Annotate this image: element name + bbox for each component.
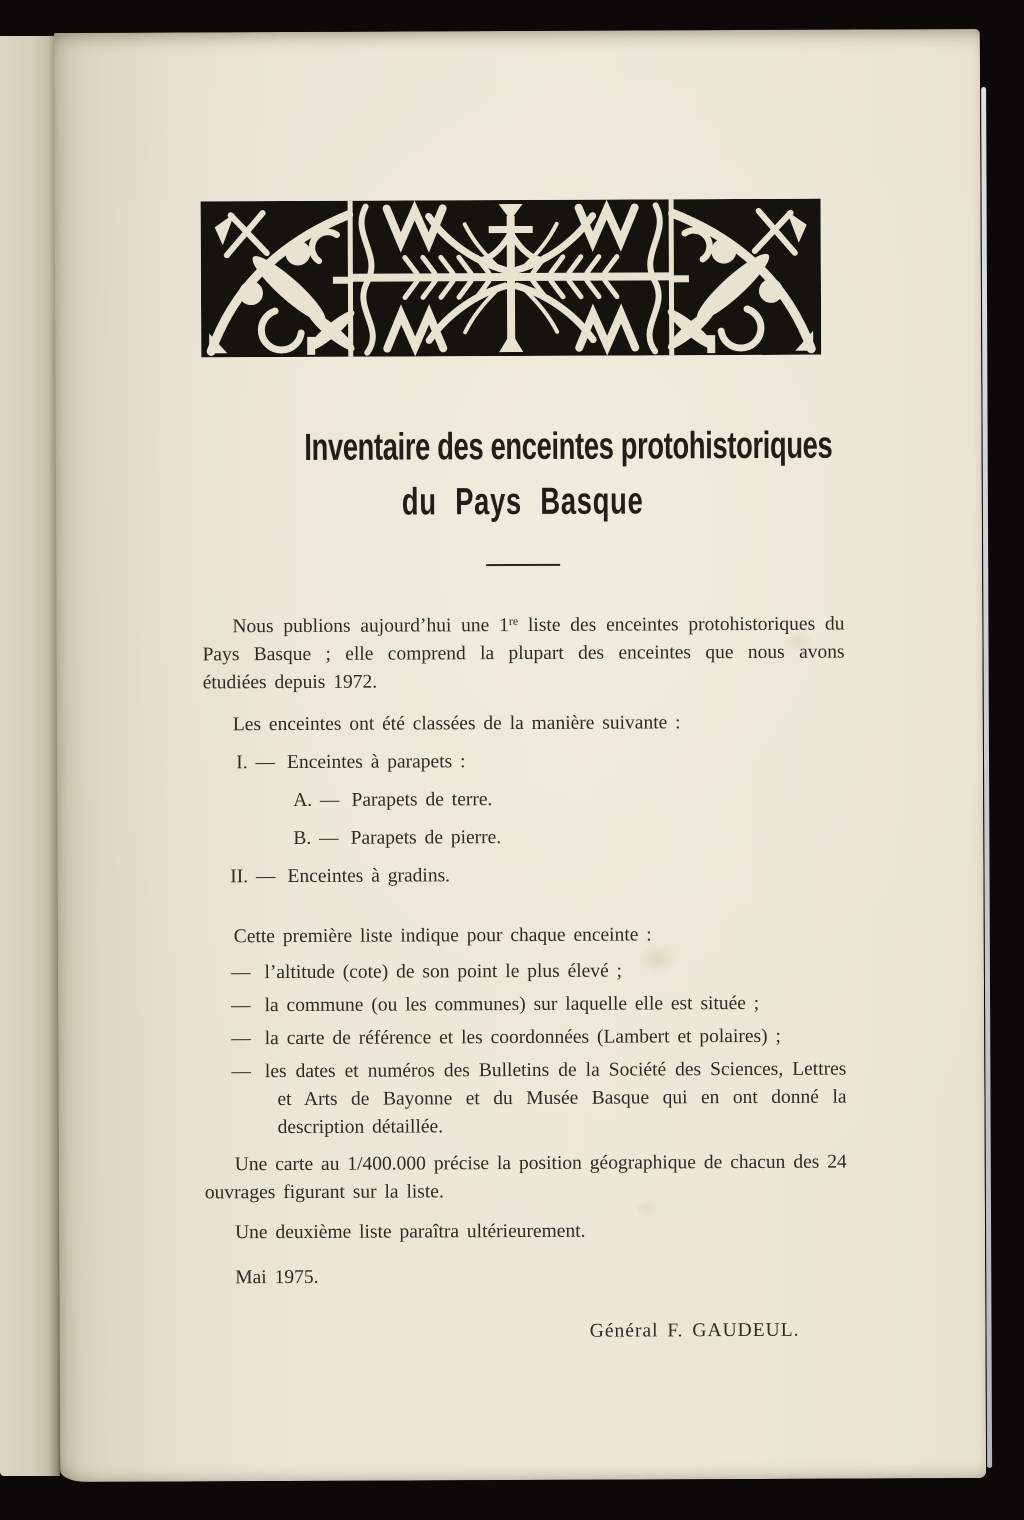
outline-item-number: I. — — [236, 752, 276, 774]
detail-item-text: les dates et numéros des Bulletins de la Société des Sciences, Lettres et Arts de Bayonne et du Musée Basque qui en ont donné la description détaillée. — [264, 1058, 847, 1139]
map-scale-paragraph: Une carte au 1/400.000 précise la position géographique de chacun des 24 ouvrages figurant sur la liste. — [204, 1151, 847, 1204]
outline-item — [203, 747, 845, 778]
detail-item-text: l’altitude (cote) de son point le plus élevé ; — [264, 960, 623, 984]
dash-glyph: — — [230, 962, 251, 984]
outline-item-number: A. — — [293, 789, 340, 811]
dash-glyph: — — [231, 995, 251, 1017]
book-page — [54, 29, 986, 1482]
outline-item — [203, 823, 845, 854]
page-title-line-2: du Pays Basque — [402, 480, 644, 524]
classification-outline — [203, 747, 846, 892]
outline-item — [203, 785, 845, 816]
dash-glyph: — — [231, 1061, 251, 1083]
ordinal-superscript: re — [508, 614, 519, 629]
basque-ornament-icon — [201, 199, 822, 358]
detail-item — [204, 1023, 846, 1054]
outline-item-text: Enceintes à gradins. — [287, 865, 451, 888]
second-list-paragraph: Une deuxième liste paraîtra ultérieurement. — [235, 1220, 586, 1244]
body-text — [202, 611, 847, 1348]
outline-item-text: Parapets de pierre. — [350, 827, 502, 849]
ornament-woodcut-band — [201, 199, 822, 358]
title-divider-rule — [486, 564, 560, 566]
page-title — [202, 419, 844, 532]
facing-page-edge — [0, 36, 60, 1476]
outline-item-number: B. — — [293, 827, 339, 849]
page-title-line-1: Inventaire des enceintes protohistoriques — [304, 424, 833, 469]
dash-glyph: — — [231, 1028, 251, 1050]
intro-paragraph: Nous publions aujourd’hui une 1re liste des enceintes protohistoriques du Pays Basque ; elle comprend la plupart des enceintes que nous avons étudiées depuis 1972. — [202, 613, 845, 694]
detail-item — [204, 990, 846, 1021]
outline-item-text: Enceintes à parapets : — [286, 751, 466, 774]
details-list — [204, 957, 847, 1143]
outline-item-number: II. — — [230, 866, 276, 888]
page-content — [55, 198, 986, 1348]
date-line: Mai 1975. — [235, 1266, 319, 1289]
detail-item-text: la commune (ou les communes) sur laquelle elle est située ; — [264, 992, 760, 1017]
outline-item — [203, 861, 845, 892]
classification-intro: Les enceintes ont été classées de la manière suivante : — [232, 712, 681, 736]
detail-item-text: la carte de référence et les coordonnées (Lambert et polaires) ; — [264, 1025, 781, 1050]
details-intro: Cette première liste indique pour chaque enceinte : — [233, 924, 652, 948]
outline-item-text: Parapets de terre. — [351, 789, 493, 811]
detail-item — [204, 957, 846, 988]
signature-line: Général F. GAUDEUL. — [589, 1319, 800, 1342]
detail-item — [204, 1056, 846, 1143]
